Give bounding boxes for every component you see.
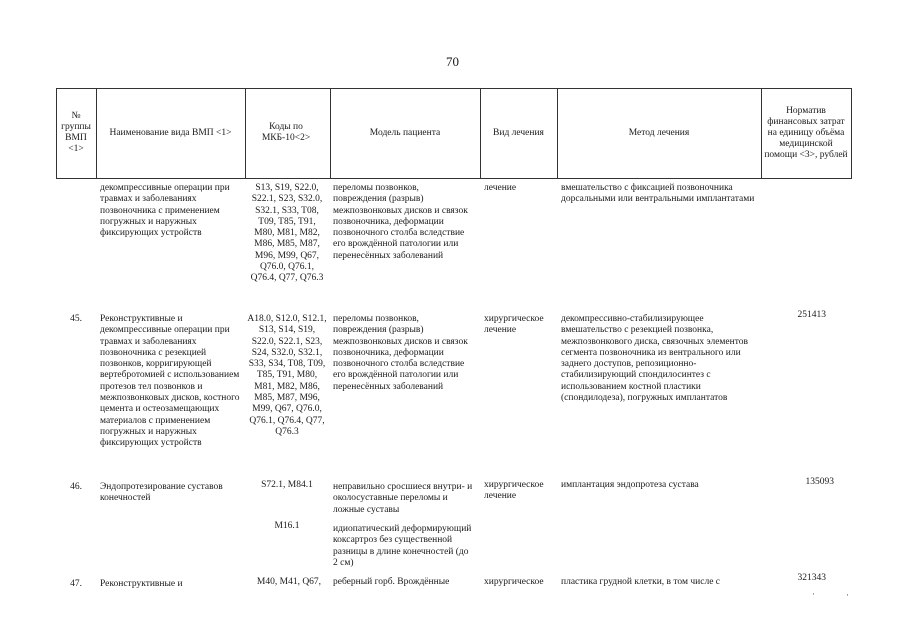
row-vmp-name: декомпрессивные операции при травмах и заболеваниях позвоночника с применением погружных и наружных фиксирующих устройств xyxy=(100,183,230,239)
header-cost-norm: Норматив финансовых затрат на единицу объёма медицинской помощи <3>, рублей xyxy=(764,105,848,160)
row-icd-codes: M40, M41, Q67, xyxy=(256,577,322,587)
row-treatment-type: лечение xyxy=(484,183,517,193)
table-header-bottom-border xyxy=(56,178,852,179)
row-treatment-method: имплантация эндопротеза сустава xyxy=(561,480,699,490)
page-number: 70 xyxy=(446,54,459,69)
row-group-number: 47. xyxy=(70,579,82,589)
row-cost-norm: 135093 xyxy=(805,477,834,487)
row-group-number: 45. xyxy=(70,314,82,324)
row-group-number: 46. xyxy=(70,482,82,492)
header-treatment-method: Метод лечения xyxy=(628,127,690,138)
header-treatment-type: Вид лечения xyxy=(493,127,544,138)
table-right-border xyxy=(851,88,852,178)
header-vmp-name: Наименование вида ВМП <1> xyxy=(109,127,232,138)
row-icd-codes: S13, S19, S22.0, S22.1, S23, S32.0, S32.1, S33, T08, T09, T85, T91, M80, M81, M82, M86, M85, M87, M96, M99, Q67, Q76.0, Q76.1, Q76.4, Q77, Q76.3 xyxy=(250,183,324,284)
header-icd-codes: Коды по МКБ-10<2> xyxy=(261,122,311,143)
row-icd-codes: M16.1 xyxy=(274,521,300,531)
row-treatment-type: хирургическое xyxy=(484,577,544,587)
row-vmp-name: Эндопротезирование суставов конечностей xyxy=(100,482,223,504)
row-treatment-method: декомпрессивно-стабилизирующее вмешательство с резекцией позвонка, межпозвонкового диска, связочных элементов сегмента позвоночника из вентрального или заднего доступов, репозиционно-стабилизирующий спондилосинтез с использованием костной пластики (спондилодеза), погружных имплантатов xyxy=(561,314,748,404)
row-patient-model: переломы позвонков, повреждения (разрыв) межпозвонковых дисков и связок позвоночника, деформации позвоночного столба вследствие его врождённой патологии или перенесённых заболеваний xyxy=(333,183,468,261)
row-treatment-type: хирургическое лечение xyxy=(484,480,544,502)
row-cost-norm: 251413 xyxy=(797,310,826,320)
header-group-number: № группы ВМП <1> xyxy=(61,111,91,154)
row-patient-model: неправильно сросшиеся внутри- и околосуставные переломы и ложные суставы xyxy=(333,482,473,515)
row-patient-model: идиопатический деформирующий коксартроз без существенной разницы в длине конечностей (до 2 см) xyxy=(333,524,472,568)
row-icd-codes: A18.0, S12.0, S12.1, S13, S14, S19, S22.0, S22.1, S23, S24, S32.0, S32.1, S33, S34, T08, T09, T85, T91, M80, M81, M82, M86, M85, M87, M96, M99, Q67, Q76.0, Q76.1, Q76.4, Q77, Q76.3 xyxy=(247,314,327,437)
row-treatment-type: хирургическое лечение xyxy=(484,314,544,336)
row-patient-model: переломы позвонков, повреждения (разрыв) межпозвонковых дисков и связок позвоночника, деформации позвоночного столба вследствие его врождённой патологии или перенесённых заболеваний xyxy=(333,314,468,392)
row-vmp-name: Реконструктивные и xyxy=(100,579,183,589)
scan-speck: · xyxy=(846,590,849,600)
header-patient-model: Модель пациента xyxy=(369,127,441,138)
row-cost-norm: 321343 xyxy=(797,573,826,583)
row-vmp-name: Реконструктивные и декомпрессивные операции при травмах и заболеваниях позвоночника с резекцией позвонков, корригирующей вертебротомией с использованием протезов тел позвонков и межпозвонковых дисков, костного цемента и остеозамещающих материалов с применением погружных и наружных фиксирующих устройств xyxy=(100,314,240,449)
row-treatment-method: вмешательство с фиксацией позвоночника дорсальными или вентральными имплантатами xyxy=(561,183,755,205)
scan-speck: · xyxy=(812,589,815,599)
row-treatment-method: пластика грудной клетки, в том числе с xyxy=(561,577,720,587)
row-patient-model: реберный горб. Врождённые xyxy=(333,577,450,587)
row-icd-codes: S72.1, M84.1 xyxy=(261,480,313,490)
